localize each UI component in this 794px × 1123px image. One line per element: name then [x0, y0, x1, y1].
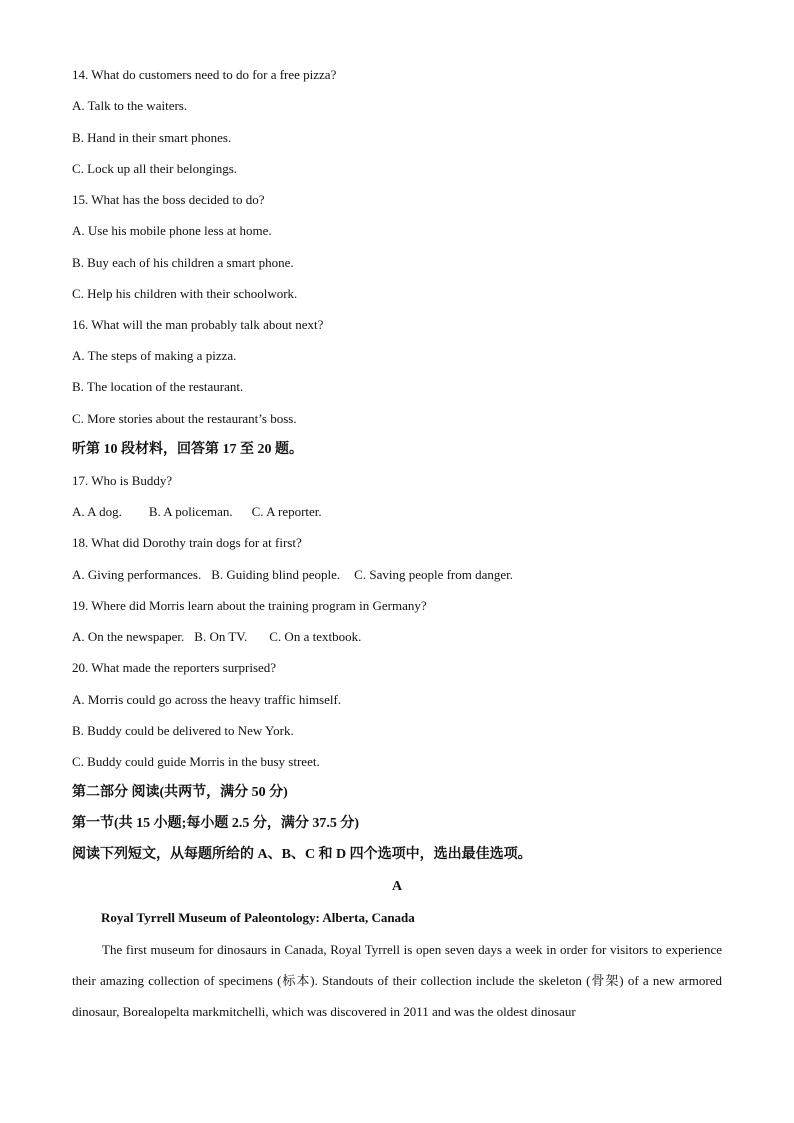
- question-17-option-a: A. A dog.: [72, 504, 122, 519]
- question-18-options: [72, 567, 513, 583]
- question-20-option-c: C. Buddy could guide Morris in the busy street.: [72, 754, 320, 769]
- question-17-option-b: B. A policeman.: [148, 504, 233, 519]
- question-19-options: [72, 629, 361, 645]
- question-15-option-c: C. Help his children with their schoolwork.: [72, 286, 298, 301]
- question-18-option-c: C. Saving people from danger.: [354, 567, 514, 582]
- question-17-option-c: C. A reporter.: [251, 504, 322, 519]
- question-16-option-a: A. The steps of making a pizza.: [72, 348, 237, 363]
- question-14-option-a: A. Talk to the waiters.: [72, 98, 188, 113]
- question-14: 14. What do customers need to do for a free pizza?: [72, 67, 337, 82]
- section-10-heading: 听第 10 段材料，回答第 17 至 20 题。: [72, 442, 303, 457]
- question-16-option-c: C. More stories about the restaurant’s boss.: [72, 411, 297, 426]
- passage-paragraph: The first museum for dinosaurs in Canada, Royal Tyrrell is open seven days a week in order for visitors to experience their amazing collection of specimens (标本). Standouts of their collection include the skeleton (骨架) of a new armored dinosaur, Borealopelta markmitchelli, which was discovered in 2011 and was the oldest dinosaur: [72, 942, 722, 1019]
- question-14-option-c: C. Lock up all their belongings.: [72, 161, 238, 176]
- question-14-option-b: B. Hand in their smart phones.: [72, 130, 232, 145]
- question-17: 17. Who is Buddy?: [72, 473, 173, 488]
- question-20-option-a: A. Morris could go across the heavy traffic himself.: [72, 692, 342, 707]
- question-15: 15. What has the boss decided to do?: [72, 192, 265, 207]
- passage-title: Royal Tyrrell Museum of Paleontology: Alberta, Canada: [101, 910, 415, 925]
- section-one-heading: 第一节(共 15 小题;每小题 2.5 分，满分 37.5 分): [72, 816, 359, 831]
- reading-instruction: 阅读下列短文，从每题所给的 A、B、C 和 D 四个选项中，选出最佳选项。: [72, 847, 532, 862]
- question-18-option-a: A. Giving performances.: [72, 567, 202, 582]
- question-19-option-c: C. On a textbook.: [269, 629, 362, 644]
- question-19-option-a: A. On the newspaper.: [72, 629, 185, 644]
- question-19: 19. Where did Morris learn about the training program in Germany?: [72, 598, 427, 613]
- question-16: 16. What will the man probably talk about next?: [72, 317, 324, 332]
- question-20-option-b: B. Buddy could be delivered to New York.: [72, 723, 294, 738]
- question-15-option-b: B. Buy each of his children a smart phone.: [72, 255, 294, 270]
- passage-letter: A: [391, 879, 403, 894]
- question-16-option-b: B. The location of the restaurant.: [72, 379, 244, 394]
- part-two-heading: 第二部分 阅读(共两节，满分 50 分): [72, 785, 288, 800]
- question-18-option-b: B. Guiding blind people.: [211, 567, 341, 582]
- question-15-option-a: A. Use his mobile phone less at home.: [72, 223, 272, 238]
- question-17-options: [72, 504, 322, 520]
- question-18: 18. What did Dorothy train dogs for at first?: [72, 535, 302, 550]
- question-19-option-b: B. On TV.: [194, 629, 248, 644]
- question-20: 20. What made the reporters surprised?: [72, 660, 277, 675]
